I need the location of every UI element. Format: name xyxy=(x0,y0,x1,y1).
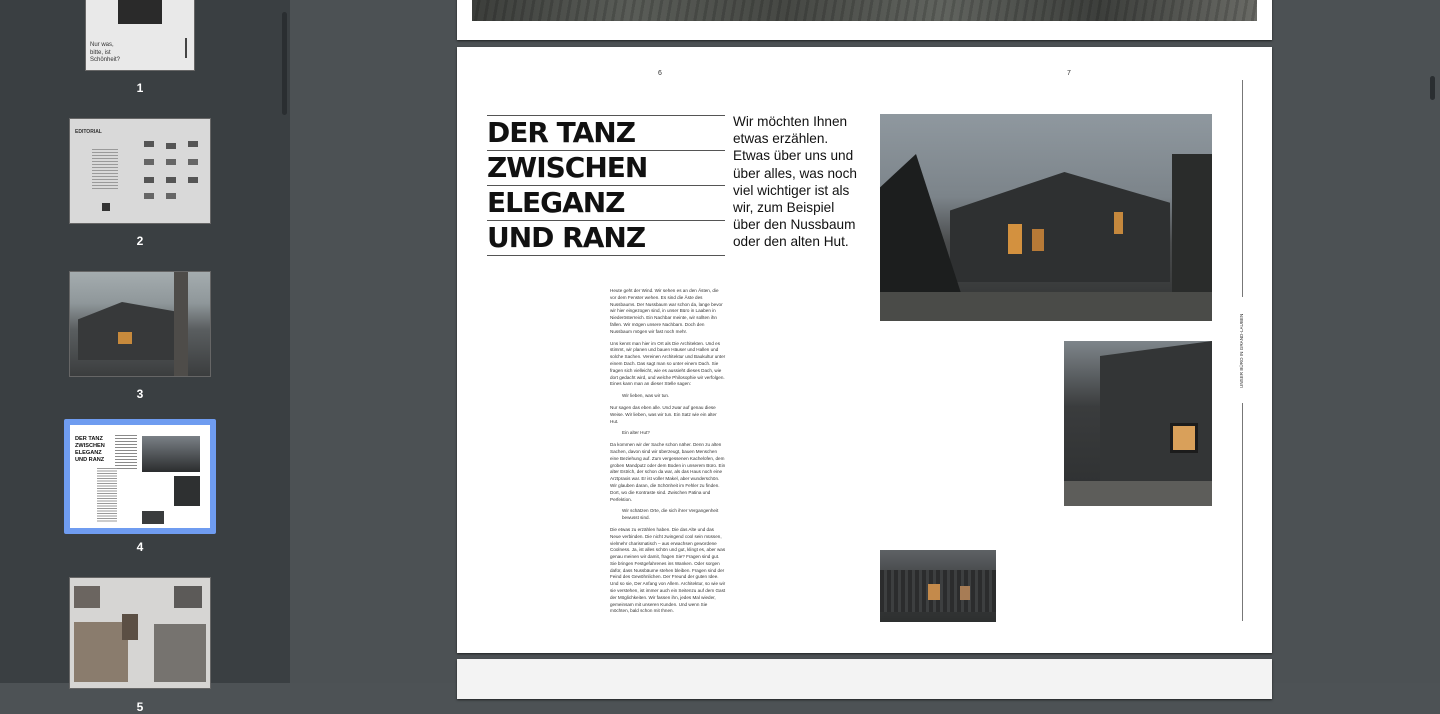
thumbnail-window xyxy=(118,332,132,344)
body-paragraph: Uns kennt man hier im Ort als Die Architekten. Und es stimmt, wir planen und bauen Häuser und Hallen und solche Sachen. Vereinen Architektur und Baukultur unter einem Dach. Das sagt man so unter einem Dach. Sie fragen sich vielleicht, wie es aussieht dieses Dach, wie dort gedacht wird, und welche Philosophie wir verfolgen. Eines kann man an dieser Stelle sagen: xyxy=(610,340,726,387)
thumbnail-photo xyxy=(174,586,202,608)
page-number-right: 7 xyxy=(1067,70,1071,77)
thumbnail-logo xyxy=(102,203,110,211)
previous-page xyxy=(457,0,1272,40)
thumbnail-page-5[interactable] xyxy=(70,578,210,688)
body-paragraph: Nur sagen das eben alle. Und zwar auf genau diese Weise. Wir lieben, was wir tun. Ein Satz wie ein alter Hut. xyxy=(610,404,717,424)
thumbnail-tree xyxy=(174,272,188,376)
thumbnail-body-text xyxy=(97,468,117,523)
tree-right xyxy=(1172,154,1212,314)
vertical-caption: UNSER BÜRO IN GRAND-LAUBEN xyxy=(1239,313,1244,388)
thumbnail-text-block xyxy=(92,149,118,191)
window-light xyxy=(1114,212,1123,234)
thumbnail-photo xyxy=(74,622,128,682)
body-quote: Ein alter Hut? xyxy=(622,430,650,436)
thumbnail-intro-text xyxy=(115,435,137,471)
ground xyxy=(1064,481,1212,506)
window-light xyxy=(1008,224,1022,254)
photo-texture xyxy=(472,0,1257,21)
thumbnail-sidebar xyxy=(0,0,290,714)
thumbnail-number-5: 5 xyxy=(136,700,144,714)
thumbnail-page-4[interactable] xyxy=(70,425,210,528)
heading-line-3: ELEGANZ xyxy=(487,185,725,220)
body-quote: Wir schätzen Orte, die sich ihrer Vergangenheit bewusst sind. xyxy=(622,508,719,521)
body-quote: Wir lieben, was wir tun. xyxy=(622,393,670,399)
thumbnail-text: DER TANZ ZWISCHEN ELEGANZ UND RANZ xyxy=(75,436,105,463)
thumbnail-photo xyxy=(122,614,138,640)
window-light xyxy=(1170,423,1198,453)
thumbnail-photo-3 xyxy=(142,511,164,524)
thumbnail-page-2[interactable] xyxy=(70,119,210,223)
house-photo-medium xyxy=(1064,341,1212,506)
thumbnail-grid xyxy=(144,141,204,201)
previous-page-photo xyxy=(472,0,1257,21)
vertical-rule-bottom xyxy=(1242,403,1243,621)
thumbnail-text: EDITORIAL xyxy=(75,129,102,135)
page-number-left: 6 xyxy=(658,70,662,77)
door-light xyxy=(960,586,970,600)
thumbnail-number-3: 3 xyxy=(136,387,144,401)
window-light xyxy=(1032,229,1044,251)
article-body xyxy=(610,288,726,620)
thumbnail-image xyxy=(118,0,162,24)
house-photo-small xyxy=(880,550,996,622)
thumbnail-number-4: 4 xyxy=(136,540,144,554)
document-viewer xyxy=(290,0,1440,683)
intro-text: Wir möchten Ihnen etwas erzählen. Etwas über uns und über alles, was noch viel wichtiger ist als wir, zum Beispiel über den Nussbaum oder den alten Hut. xyxy=(733,114,857,250)
heading-line-1: DER TANZ xyxy=(487,115,725,150)
ground xyxy=(880,292,1212,321)
thumbnail-photo xyxy=(154,624,206,682)
thumbnail-page-3[interactable] xyxy=(70,272,210,376)
body-paragraph: Da kommen wir der Sache schon näher. Denn zu alten Sachen, davon sind wir überzeugt, bauen Menschen eine Beziehung auf. Zum vergessenen Kachelofen, dem groben Mandputz oder dem Boden in unserem Büro. Ein alter Estrich, der schon da war, als das Haus noch eine Arztpraxis war. Er ist voller Makel, aber wunderschön. Wir glauben daran, die Schönheit im Fehler zu finden. Dort, wo die Kontraste sind. Zwischen Patina und Perfektion. xyxy=(610,442,726,502)
facade xyxy=(1100,341,1212,491)
thumbnail-photo xyxy=(74,586,100,608)
thumbnail-page-1[interactable] xyxy=(86,0,194,70)
body-paragraph: Die etwas zu erzählen haben. Die das Alte und das Neue verbinden. Die nicht zwingend cool sein müssen, vielmehr charismatisch – aus erwachsen gewordene Coolness. Ja, ist alles schön und gut, klingt es, aber was genau meinen wir damit, fragen Sie? Fragen sind gut. Sie bringen Festgefahrenes ins Wanken. Oder sorgen dafür, dass Nussbäume stehen bleiben. Fragen sind der Feind des Gewöhnlichen. Der Freund der guten Idee. Und so sie, Der Anfang von Allem. Architektur, so wie wir sie verstehen, ist immer auch ein Seitenzu auf dem Gast der Möglichkeiten. Wir fassen ihn, jedes Mal wieder, gemeinsam mit unseren Kunden. Und wenn Sie möchten, bald schon mit Ihnen. xyxy=(610,526,726,614)
next-page xyxy=(457,659,1272,699)
house-photo-large xyxy=(880,114,1212,321)
thumbnail-vertical-mark xyxy=(185,38,187,58)
viewer-scrollbar[interactable] xyxy=(1430,76,1435,100)
body-paragraph: Heute geht der Wind. Wir sehen es an den Ästen, die vor dem Fenster wehen. Es sind die Äste des Nussbaums. Der Nussbaum war schon da, lange bevor wir hier eingezogen sind, in unser Büro in Laaben in Niederösterreich. Ein Nachbar meinte, wir sollten ihn fällen. Wir mögen unsere Nachbarn. Doch den Nussbaum mögen wir fast noch mehr. xyxy=(610,288,723,334)
door-light xyxy=(928,584,940,600)
vertical-rule-top xyxy=(1242,80,1243,297)
house-shape xyxy=(950,172,1170,282)
thumbnail-photo-2 xyxy=(174,476,200,506)
thumbnail-photo-1 xyxy=(142,436,200,472)
thumbnail-text: Nur was, bitte, ist Schönheit? xyxy=(90,42,121,63)
article-heading xyxy=(487,115,725,256)
page-spread-6-7 xyxy=(457,47,1272,653)
sidebar-scrollbar[interactable] xyxy=(282,12,287,115)
thumbnail-number-1: 1 xyxy=(136,81,144,95)
thumbnail-number-2: 2 xyxy=(136,234,144,248)
heading-line-4: UND RANZ xyxy=(487,220,725,256)
heading-line-2: ZWISCHEN xyxy=(487,150,725,185)
